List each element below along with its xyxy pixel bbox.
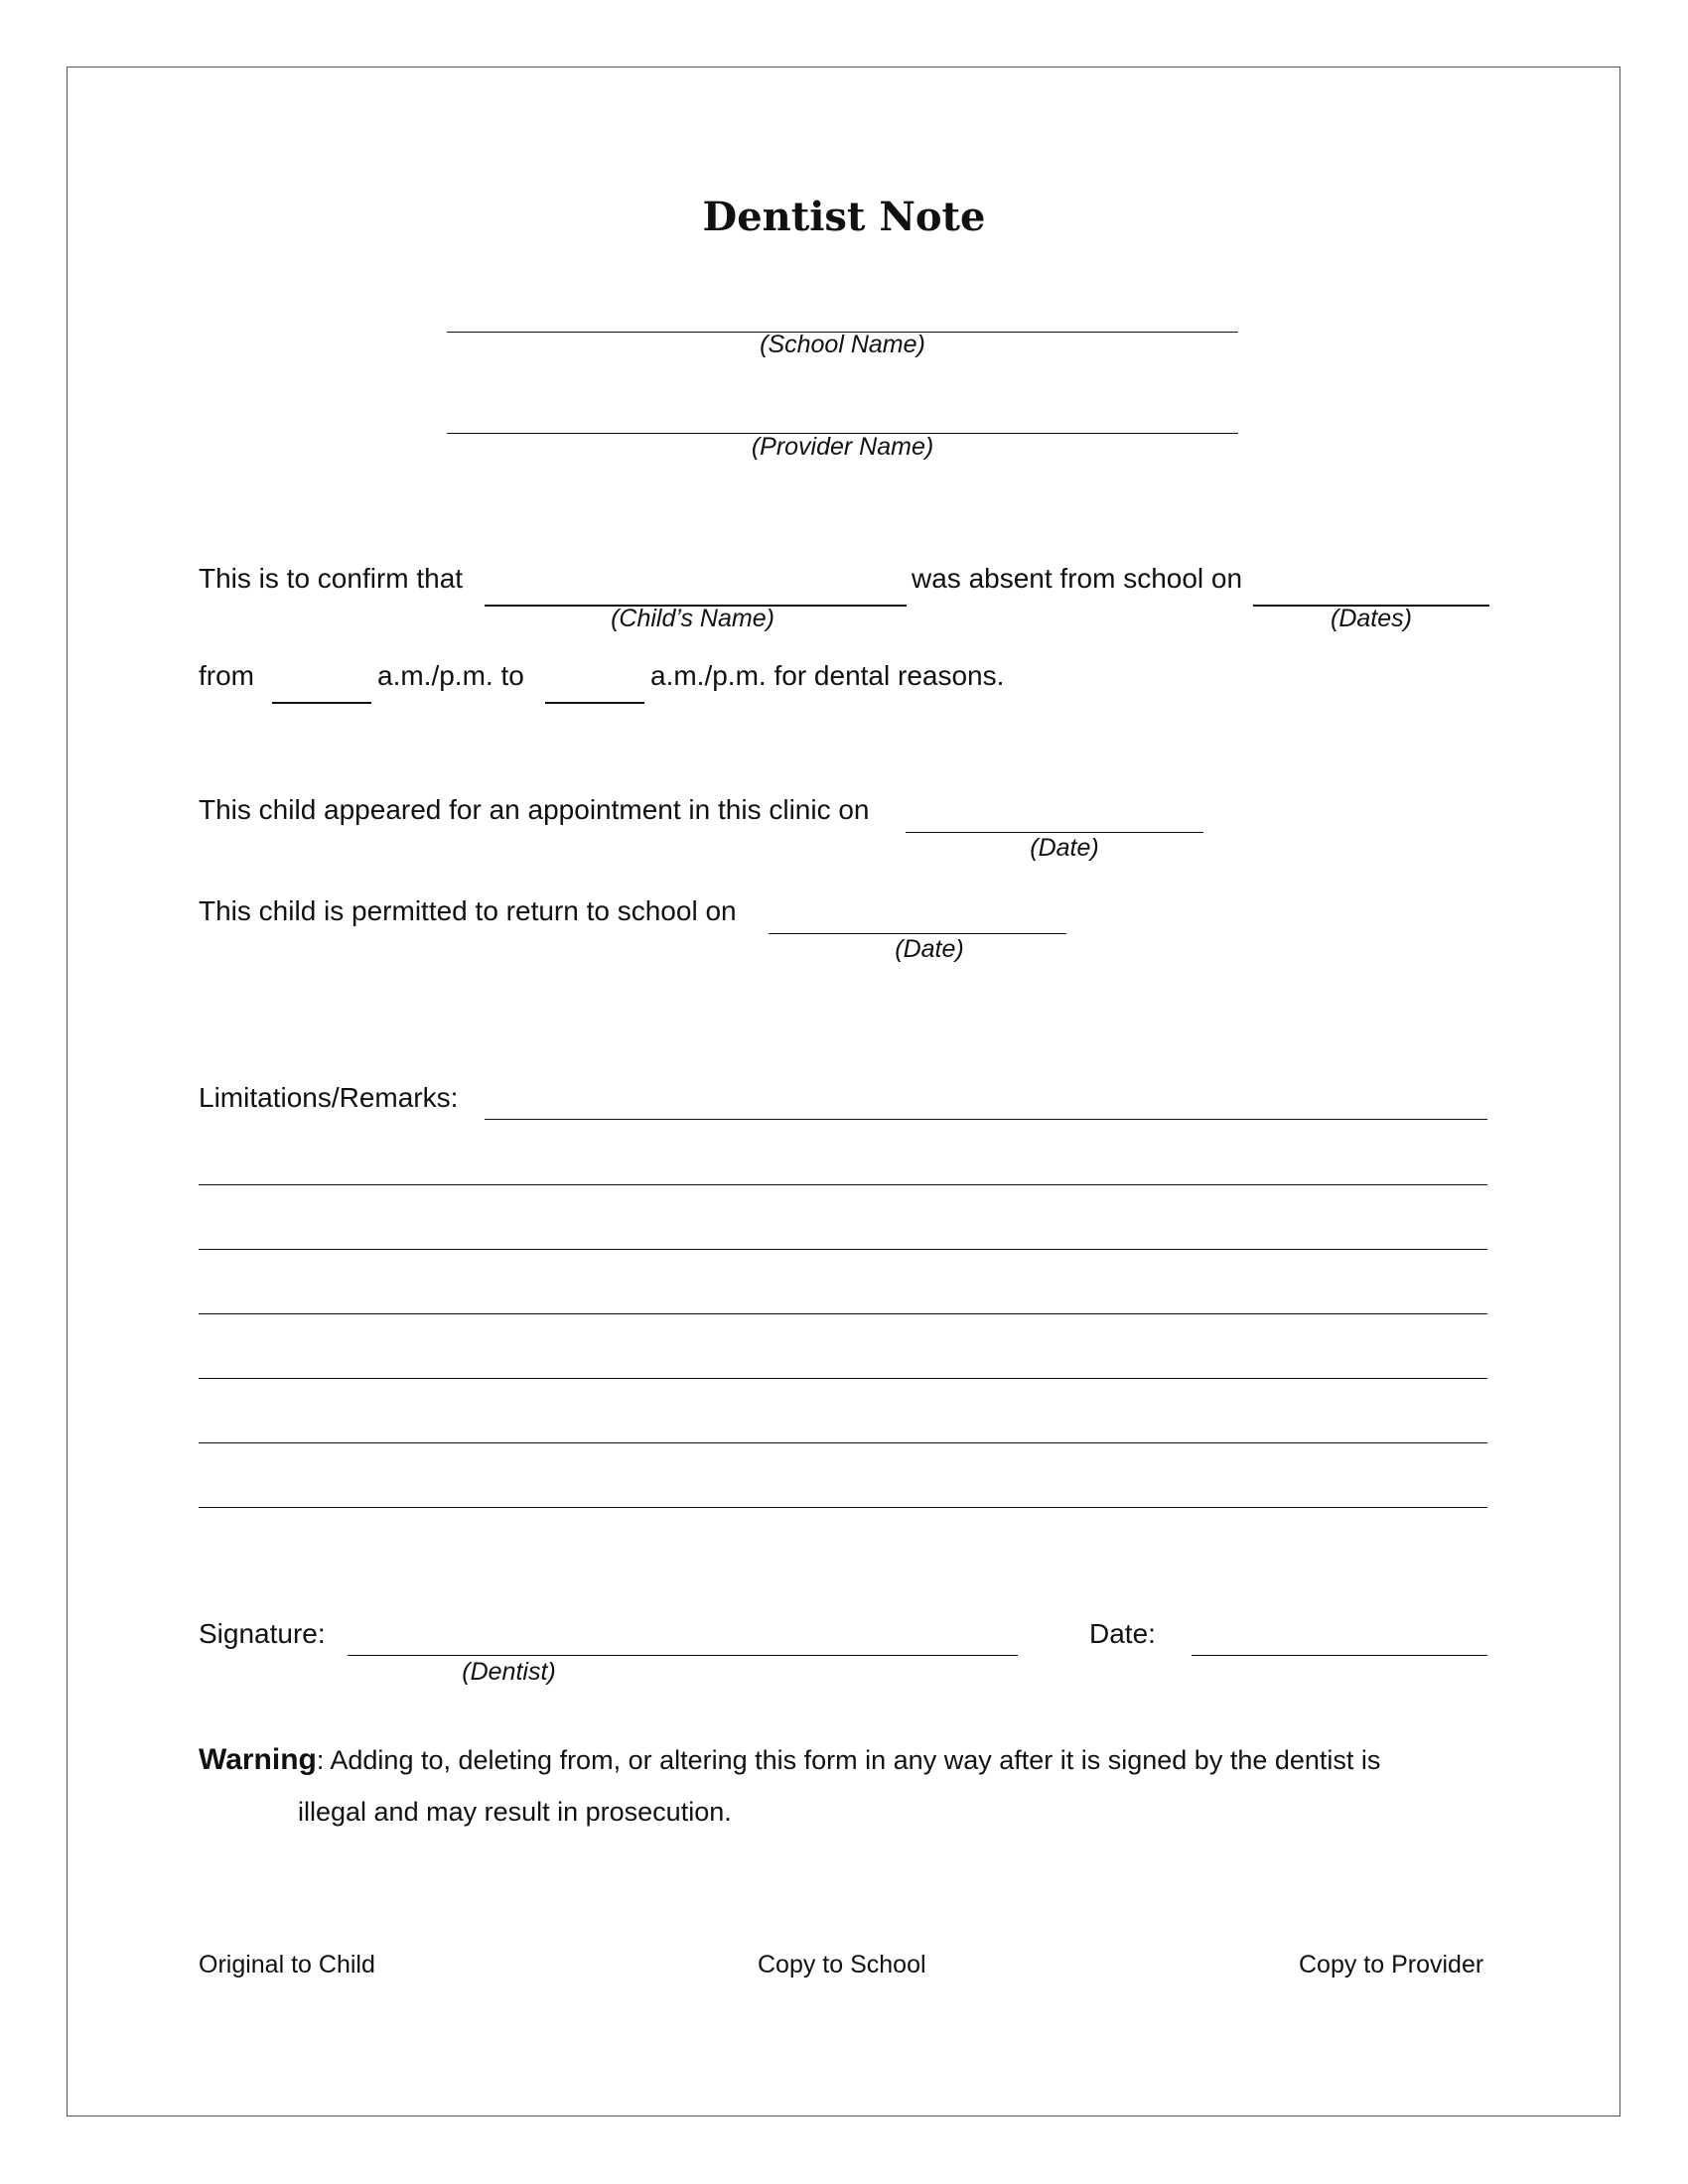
to-time-field[interactable]: [545, 702, 644, 704]
page-title: Dentist Note: [702, 194, 986, 240]
footer-copy-school: Copy to School: [758, 1951, 926, 1979]
remarks-line-1[interactable]: [485, 1119, 1487, 1120]
signature-label: Signature:: [199, 1618, 326, 1649]
dates-caption: (Dates): [1331, 605, 1412, 632]
provider-name-caption: (Provider Name): [751, 433, 934, 461]
appointment-date-field[interactable]: [906, 832, 1203, 833]
footer-copy-provider: Copy to Provider: [1299, 1951, 1484, 1979]
remarks-line-7[interactable]: [199, 1507, 1487, 1508]
footer-original: Original to Child: [199, 1951, 375, 1979]
signature-field[interactable]: [348, 1655, 1018, 1656]
ampm-to-label: a.m./p.m. to: [377, 660, 524, 691]
return-date-caption: (Date): [895, 935, 964, 963]
signature-caption: (Dentist): [462, 1658, 556, 1686]
remarks-line-6[interactable]: [199, 1442, 1487, 1443]
remarks-line-5[interactable]: [199, 1378, 1487, 1379]
return-label: This child is permitted to return to school on: [199, 895, 737, 926]
from-label: from: [199, 660, 254, 691]
remarks-line-3[interactable]: [199, 1249, 1487, 1250]
from-time-field[interactable]: [272, 702, 371, 704]
warning-bold: Warning: [199, 1743, 317, 1776]
confirm-prefix: This is to confirm that: [199, 563, 464, 594]
warning-text-line2: illegal and may result in prosecution.: [298, 1797, 732, 1827]
remarks-line-2[interactable]: [199, 1184, 1487, 1185]
appointment-date-caption: (Date): [1030, 834, 1099, 862]
school-name-caption: (School Name): [760, 331, 925, 358]
remarks-line-4[interactable]: [199, 1313, 1487, 1314]
appointment-label: This child appeared for an appointment in this clinic on: [199, 794, 870, 825]
ampm-end-label: a.m./p.m. for dental reasons.: [650, 660, 1005, 691]
remarks-label: Limitations/Remarks:: [199, 1082, 459, 1113]
return-date-field[interactable]: [769, 933, 1066, 934]
date-label: Date:: [1089, 1618, 1156, 1649]
signature-date-field[interactable]: [1192, 1655, 1487, 1656]
warning-text-line1: : Adding to, deleting from, or altering this form in any way after it is signed by the dentist is: [316, 1745, 1381, 1775]
confirm-middle: was absent from school on: [912, 563, 1243, 594]
warning-paragraph: [199, 1743, 1380, 1777]
child-name-caption: (Child’s Name): [611, 605, 774, 632]
